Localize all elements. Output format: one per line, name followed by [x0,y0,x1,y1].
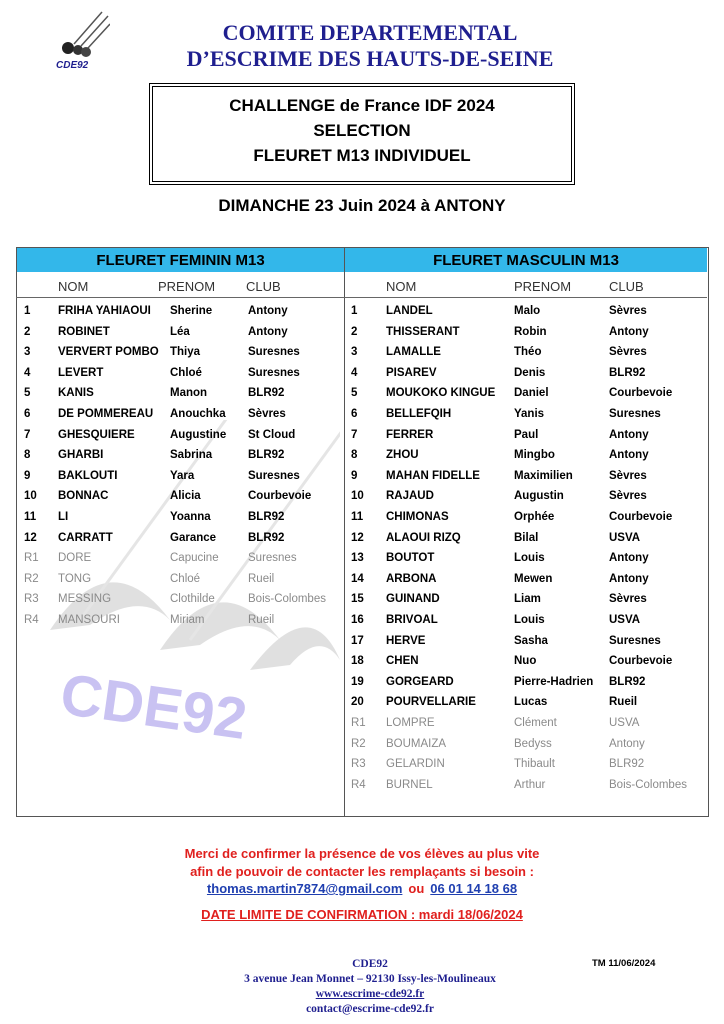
table-divider [344,247,345,816]
cell-rank: 5 [351,387,358,400]
contact-line [0,881,724,896]
cell-rank: 19 [351,675,364,688]
cell-nom: ROBINET [58,325,110,338]
cell-prenom: Denis [514,366,546,379]
cell-prenom: Thibault [514,758,555,771]
cell-prenom: Augustin [514,490,564,503]
cell-nom: BURNEL [386,778,433,791]
cell-club: Antony [609,325,649,338]
cell-rank: 15 [351,593,364,606]
cell-nom: RAJAUD [386,490,434,503]
cell-club: Rueil [248,572,275,585]
cell-club: USVA [609,717,640,729]
footer-reference: TM 11/06/2024 [592,958,656,969]
cell-prenom: Thiya [170,346,201,359]
cell-rank: 9 [24,469,31,482]
cell-club: Bois-Colombes [609,778,687,791]
cell-prenom: Augustine [170,428,227,441]
cell-nom: LOMPRE [386,717,435,729]
cell-club: BLR92 [248,511,285,523]
cell-prenom: Yanis [514,408,545,420]
cell-nom: MAHAN FIDELLE [386,469,480,482]
cell-club: Courbevoie [248,490,312,503]
cell-prenom: Daniel [514,387,549,400]
cell-prenom: Malo [514,305,541,317]
cell-rank: 3 [24,346,31,359]
footer-org: CDE92 [352,958,388,970]
cell-nom: BELLEFQIH [386,408,452,420]
cell-club: BLR92 [248,449,285,462]
cell-nom: LEVERT [58,366,104,379]
cell-club: Sèvres [609,490,647,503]
cell-club: BLR92 [248,387,285,400]
cell-prenom: Sabrina [170,449,213,462]
cell-club: Sèvres [609,593,647,606]
cell-nom: LAMALLE [386,346,441,359]
footer-email: contact@escrime-cde92.fr [306,1003,434,1015]
cell-rank: 4 [351,366,358,379]
cell-prenom: Yara [170,469,195,482]
cell-rank: R2 [351,737,366,750]
committee-title-line1: COMITE DEPARTEMENTAL [222,20,518,45]
cell-nom: LANDEL [386,305,433,317]
cell-nom: PISAREV [386,366,437,379]
cell-prenom: Arthur [514,778,546,791]
event-category: FLEURET M13 INDIVIDUEL [253,146,471,165]
cell-club: Antony [609,428,649,441]
cell-club: Sèvres [609,305,647,317]
cell-rank: 12 [24,531,37,544]
feminin-heading: FLEURET FEMININ M13 [96,252,265,269]
cell-club: Antony [609,449,649,462]
cell-club: Suresnes [248,469,300,482]
cell-prenom: Chloé [170,366,202,379]
cell-prenom: Léa [170,325,190,338]
masculin-col-prenom: PRENOM [514,279,572,294]
cell-prenom: Miriam [170,614,205,626]
cell-rank: 18 [351,655,364,668]
cell-rank: 20 [351,696,364,709]
cell-rank: R1 [24,552,39,565]
cell-rank: R1 [351,717,366,729]
cell-nom: GHESQUIERE [58,428,135,441]
cell-nom: TONG [58,572,92,585]
cell-rank: 8 [24,449,31,462]
cell-club: Suresnes [248,552,297,565]
cell-club: BLR92 [609,758,645,771]
cell-prenom: Garance [170,531,217,544]
cell-rank: 11 [351,511,364,523]
contact-email-link[interactable]: thomas.martin7874@gmail.com [206,881,403,896]
cell-prenom: Clément [514,717,557,729]
cell-nom: BOUTOT [386,552,435,565]
masculin-heading-band [345,248,707,272]
feminin-col-club: CLUB [246,279,281,294]
cell-nom: KANIS [58,387,94,400]
cell-rank: R4 [351,778,366,791]
cell-rank: 16 [351,614,364,626]
cell-prenom: Paul [514,428,539,441]
cde92-logo-icon [48,10,110,72]
footer-address: 3 avenue Jean Monnet – 92130 Issy-les-Moulineaux [244,973,496,985]
cell-club: USVA [609,614,641,626]
cell-club: Sèvres [609,346,647,359]
cell-club: Antony [248,305,288,317]
cell-prenom: Sasha [514,634,548,647]
cell-nom: BONNAC [58,490,109,503]
cell-club: Bois-Colombes [248,593,326,606]
cell-nom: BOUMAIZA [386,737,447,750]
cell-club: Antony [609,572,649,585]
cell-prenom: Nuo [514,655,537,668]
cell-prenom: Louis [514,552,545,565]
cell-club: Antony [248,325,288,338]
confirm-message-line2: afin de pouvoir de contacter les remplaçants si besoin : [190,864,534,879]
cell-nom: GHARBI [58,449,104,462]
cell-nom: BAKLOUTI [58,469,118,482]
cell-club: Suresnes [248,346,300,359]
logo-text: CDE92 [56,60,89,71]
feminin-heading-band [17,248,344,272]
cell-prenom: Sherine [170,305,213,317]
cell-nom: DORE [58,552,92,565]
cell-rank: 17 [351,634,364,647]
cell-club: Sèvres [248,408,286,420]
confirmation-deadline: DATE LIMITE DE CONFIRMATION : mardi 18/06/2024 [201,907,523,922]
cell-rank: 3 [351,346,358,359]
cell-nom: HERVE [386,634,426,647]
cell-prenom: Liam [514,593,541,606]
cell-rank: 6 [351,408,358,420]
cell-nom: MOUKOKO KINGUE [386,387,496,400]
cell-prenom: Clothilde [170,593,215,606]
cell-nom: GELARDIN [386,758,445,771]
cell-rank: 10 [351,490,364,503]
cell-prenom: Bedyss [514,737,552,750]
feminin-col-prenom: PRENOM [158,279,216,294]
contact-phone-link[interactable]: 06 01 14 18 68 [430,881,518,896]
cell-club: BLR92 [609,675,646,688]
cell-rank: 1 [351,305,358,317]
cell-rank: R3 [351,758,366,771]
event-box [152,86,572,182]
cell-rank: 4 [24,366,31,379]
cell-nom: POURVELLARIE [386,696,476,709]
cell-prenom: Orphée [514,511,555,523]
cell-rank: R4 [24,614,39,626]
header-rule [16,297,707,298]
committee-title-line2: D’ESCRIME DES HAUTS-DE-SEINE [186,46,554,71]
cell-nom: FERRER [386,428,434,441]
cell-prenom: Théo [514,346,542,359]
cell-nom: CHIMONAS [386,511,449,523]
cell-prenom: Alicia [170,490,201,503]
cell-rank: 9 [351,469,358,482]
masculin-heading: FLEURET MASCULIN M13 [433,252,619,269]
cell-club: USVA [609,531,641,544]
event-name: CHALLENGE de France IDF 2024 [229,96,495,115]
cell-prenom: Mingbo [514,449,555,462]
cell-prenom: Mewen [514,572,553,585]
cell-nom: MANSOURI [58,614,120,626]
event-selection: SELECTION [313,121,411,140]
cell-prenom: Chloé [170,572,201,585]
cell-prenom: Yoanna [170,511,211,523]
cell-club: BLR92 [248,531,285,544]
cell-club: Sèvres [609,469,647,482]
cell-club: Courbevoie [609,655,673,668]
cell-nom: THISSERANT [386,325,460,338]
cell-nom: GUINAND [386,593,440,606]
cell-prenom: Anouchka [170,408,226,420]
cell-club: Antony [609,552,649,565]
cell-nom: DE POMMEREAU [58,408,154,420]
cell-nom: GORGEARD [386,675,454,688]
cell-rank: 7 [24,428,31,441]
cell-rank: 7 [351,428,358,441]
cell-rank: 11 [24,511,37,523]
cell-nom: FRIHA YAHIAOUI [58,305,151,317]
cell-rank: 13 [351,552,364,565]
cell-prenom: Maximilien [514,469,573,482]
cell-nom: ALAOUI RIZQ [386,531,461,544]
cell-rank: 10 [24,490,37,503]
confirm-message-line1: Merci de confirmer la présence de vos élèves au plus vite [184,846,540,861]
cell-nom: ARBONA [386,572,437,585]
cell-club: Rueil [248,614,275,626]
event-date: DIMANCHE 23 Juin 2024 à ANTONY [218,196,506,215]
cell-rank: 2 [24,325,31,338]
cell-prenom: Manon [170,387,208,400]
cell-club: BLR92 [609,366,646,379]
cell-nom: CARRATT [58,531,113,544]
cell-club: Suresnes [609,634,661,647]
cell-rank: 14 [351,572,364,585]
contact-ou: ou [408,881,425,896]
cell-club: St Cloud [248,428,296,441]
feminin-col-nom: NOM [58,279,89,294]
cell-rank: 12 [351,531,364,544]
cell-nom: BRIVOAL [386,614,438,626]
cell-rank: 8 [351,449,358,462]
cell-prenom: Pierre-Hadrien [514,675,594,688]
cell-rank: 5 [24,387,31,400]
cell-nom: VERVERT POMBO [58,346,159,359]
cell-club: Antony [609,737,645,750]
cell-rank: R2 [24,572,39,585]
cell-nom: LI [58,511,69,523]
cell-prenom: Robin [514,325,547,338]
cell-nom: ZHOU [386,449,419,462]
masculin-col-club: CLUB [609,279,644,294]
cell-nom: CHEN [386,655,419,668]
footer-website-link[interactable]: www.escrime-cde92.fr [315,988,425,1000]
cell-rank: 2 [351,325,358,338]
cell-prenom: Lucas [514,696,548,709]
cell-prenom: Louis [514,614,545,626]
cell-rank: 1 [24,305,31,317]
cell-prenom: Bilal [514,531,539,544]
cell-club: Courbevoie [609,387,673,400]
cell-prenom: Capucine [170,552,219,565]
cell-club: Suresnes [609,408,661,420]
cell-rank: R3 [24,593,39,606]
cell-rank: 6 [24,408,31,420]
masculin-col-nom: NOM [386,279,417,294]
cell-club: Suresnes [248,366,300,379]
cell-club: Courbevoie [609,511,673,523]
cell-club: Rueil [609,696,638,709]
watermark-text: CDE92 [56,661,251,753]
cell-nom: MESSING [58,593,112,606]
